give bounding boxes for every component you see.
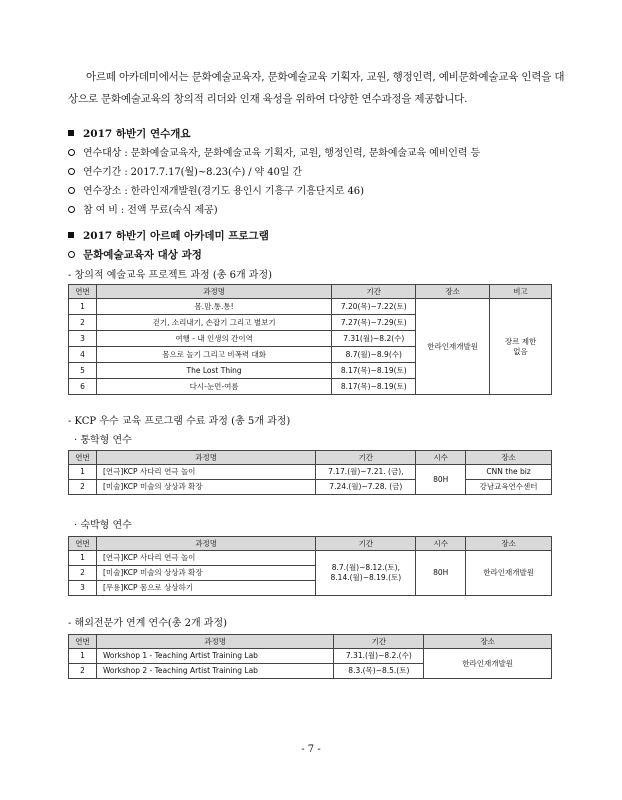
- table-row: 3 여행 - 내 인생의 간이역 7.31(월)~8.2(수): [69, 331, 552, 347]
- table-header-row: [69, 635, 552, 649]
- column-header: 과정명: [96, 635, 333, 649]
- circle-bullet-icon: [68, 251, 75, 258]
- table-row: 1 몸.맘.통.통! 7.20(목)~7.22(토) 한라인재개발원 장르 제한 없음: [69, 299, 552, 315]
- place-cell: 한라인재개발원: [416, 299, 490, 395]
- column-header: 기간: [316, 537, 416, 551]
- column-header: 기간: [316, 451, 416, 465]
- column-header: 비고: [490, 285, 552, 299]
- circle-bullet-icon: [68, 206, 75, 213]
- overview-item: 연수기간 : 2017.7.17(월)~8.23(수) / 약 40일 간: [68, 163, 302, 178]
- column-header: 과정명: [96, 285, 331, 299]
- column-header: 기간: [332, 285, 416, 299]
- table-header-row: [69, 451, 552, 465]
- circle-bullet-icon: [68, 187, 75, 194]
- program-title: 2017 하반기 아르떼 아카데미 프로그램: [68, 228, 269, 243]
- table-row: 1 Workshop 1 - Teaching Artist Training Lab 7.31.(월)~8.2.(수) 한라인재개발원: [69, 649, 552, 664]
- overview-item: 참 여 비 : 전액 무료(숙식 제공): [68, 201, 218, 216]
- column-header: 기간: [334, 635, 424, 649]
- table-header-row: [69, 285, 552, 299]
- overview-item: 연수대상 : 문화예술교육자, 문화예술교육 기획자, 교원, 행정인력, 문화예술교육 예비인력 등: [68, 144, 480, 159]
- circle-bullet-icon: [68, 168, 75, 175]
- table-row: 2 [미술]KCP 미술의 상상과 확장: [69, 566, 552, 581]
- period-cell: 8.7.(월)~8.12.(토), 8.14.(월)~8.19.(토): [316, 551, 416, 596]
- table-row: 1 [연극]KCP 사다리 연극 놀이 8.7.(월)~8.12.(토), 8.14.(월)~8.19.(토) 80H 한라인재개발원: [69, 551, 552, 566]
- program-subtitle: 문화예술교육자 대상 과정: [68, 247, 202, 262]
- table-row: 1 [연극]KCP 사다리 연극 놀이 7.17.(월)~7.21. (금), 80H CNN the biz: [69, 465, 552, 480]
- hours-cell: 80H: [416, 465, 466, 495]
- overseas-heading: - 해외전문가 연계 연수(총 2개 과정): [68, 618, 228, 629]
- column-header: 연번: [69, 537, 97, 551]
- intro-text: 아르떼 아카데미에서는 문화예술교육자, 문화예술교육 기획자, 교원, 행정인력, 예비문화예술교육 인력을 대상으로 문화예술교육의 창의적 리더와 인재 육성을 위하여 다양한 연수과정을 제공합니다.: [68, 71, 565, 105]
- creative-table: [68, 284, 552, 395]
- table-row: 2 걷기, 소리내기, 손잡기 그리고 별보기 7.27(목)~7.29(토): [69, 315, 552, 331]
- hours-cell: 80H: [416, 551, 466, 596]
- place-cell: 한라인재개발원: [424, 649, 552, 679]
- overseas-table: [68, 634, 552, 679]
- table-row: 2 Workshop 2 - Teaching Artist Training Lab 8.3.(목)~8.5.(토): [69, 664, 552, 679]
- note-cell: 장르 제한 없음: [490, 299, 552, 395]
- stay-heading: · 숙박형 연수: [74, 520, 132, 531]
- column-header: 연번: [69, 635, 97, 649]
- overview-title: 2017 하반기 연수개요: [68, 126, 191, 141]
- column-header: 연번: [69, 451, 97, 465]
- column-header: 시수: [416, 537, 466, 551]
- circle-bullet-icon: [68, 149, 75, 156]
- column-header: 과정명: [96, 537, 315, 551]
- table-row: 6 다시-눈먼-여름 8.17(목)~8.19(토): [69, 379, 552, 395]
- column-header: 장소: [466, 537, 552, 551]
- table-row: 5 The Lost Thing 8.17(목)~8.19(토): [69, 363, 552, 379]
- column-header: 시수: [416, 451, 466, 465]
- table-row: 3 [무용]KCP 몸으로 상상하기: [69, 581, 552, 596]
- column-header: 장소: [466, 451, 552, 465]
- overview-item: 연수장소 : 한라인재개발원(경기도 용인시 기흥구 기흥단지로 46): [68, 182, 364, 197]
- square-bullet-icon: [68, 232, 74, 238]
- column-header: 과정명: [96, 451, 315, 465]
- page-number: - 7 -: [301, 744, 321, 755]
- place-cell: 한라인재개발원: [466, 551, 552, 596]
- column-header: 장소: [416, 285, 490, 299]
- table-row: 2 [미술]KCP 미술의 상상과 확장 7.24.(월)~7.28. (금) 강남교육연수센터: [69, 480, 552, 495]
- column-header: 장소: [424, 635, 552, 649]
- column-header: 연번: [69, 285, 97, 299]
- table-row: 4 몸으로 놀기 그리고 비폭력 대화 8.7(월)~8.9(수): [69, 347, 552, 363]
- creative-heading: - 창의적 예술교육 프로젝트 과정 (총 6개 과정): [68, 270, 273, 281]
- commute-table: [68, 450, 552, 495]
- kcp-heading: - KCP 우수 교육 프로그램 수료 과정 (총 5개 과정): [68, 416, 291, 427]
- table-header-row: [69, 537, 552, 551]
- commute-heading: · 통학형 연수: [74, 435, 132, 446]
- intro-paragraph: [68, 66, 568, 110]
- stay-table: [68, 536, 552, 596]
- square-bullet-icon: [68, 130, 74, 136]
